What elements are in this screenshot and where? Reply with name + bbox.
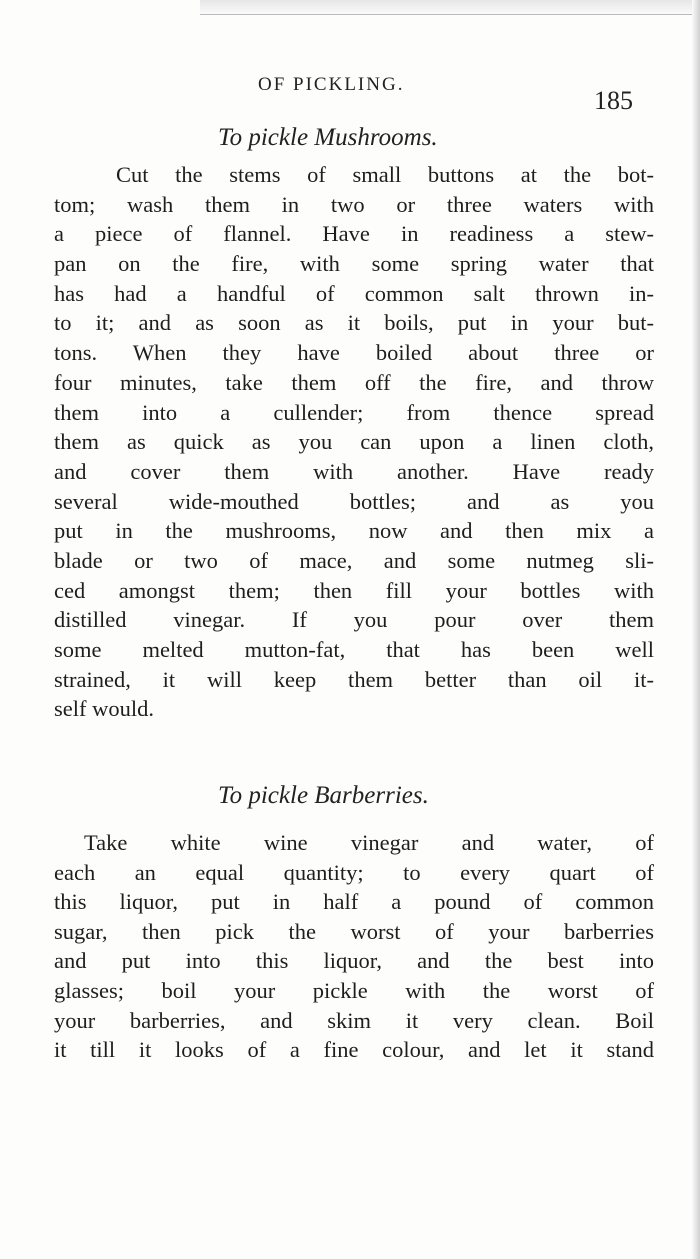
text-line: a piece of flannel. Have in readiness a stew-	[54, 221, 654, 247]
text-line: self would.	[54, 696, 154, 722]
text-line: Take white wine vinegar and water, of	[84, 830, 654, 855]
text-line: and put into this liquor, and the best into	[54, 948, 654, 974]
page-top-edge	[200, 0, 700, 15]
page-right-edge	[692, 0, 700, 1259]
text-line: put in the mushrooms, now and then mix a	[54, 518, 654, 544]
text-line: some melted mutton-fat, that has been well	[54, 637, 654, 662]
text-line: each an equal quantity; to every quart of	[54, 859, 654, 885]
section-title-mushrooms: To pickle Mushrooms.	[218, 124, 438, 151]
text-line: your barberries, and skim it very clean. Boil	[54, 1007, 654, 1033]
section-body-mushrooms	[54, 160, 654, 724]
text-line: several wide-mouthed bottles; and as you	[54, 488, 654, 514]
text-line: sugar, then pick the worst of your barberries	[54, 918, 654, 944]
text-line: this liquor, put in half a pound of common	[54, 889, 654, 915]
text-line: tons. When they have boiled about three or	[54, 340, 654, 366]
text-line: ced amongst them; then fill your bottles with	[54, 577, 654, 603]
text-line: Cut the stems of small buttons at the bot-	[116, 162, 654, 187]
text-line: them as quick as you can upon a linen cloth,	[54, 429, 654, 455]
text-line: glasses; boil your pickle with the worst of	[54, 977, 654, 1003]
text-line: distilled vinegar. If you pour over them	[54, 607, 654, 633]
text-line: has had a handful of common salt thrown in-	[54, 280, 654, 306]
page-number: 185	[594, 86, 633, 115]
text-line: blade or two of mace, and some nutmeg sli-	[54, 547, 654, 573]
text-line: strained, it will keep them better than oil it-	[54, 666, 654, 692]
text-line: it till it looks of a fine colour, and let it stand	[54, 1037, 654, 1063]
text-line: four minutes, take them off the fire, and throw	[54, 369, 654, 395]
text-line: them into a cullender; from thence spread	[54, 399, 654, 425]
section-title-barberries: To pickle Barberries.	[218, 782, 429, 809]
running-head: OF PICKLING.	[258, 74, 405, 95]
text-line: and cover them with another. Have ready	[54, 458, 654, 484]
section-body-barberries	[54, 828, 654, 1065]
text-line: to it; and as soon as it boils, put in your but-	[54, 310, 654, 336]
text-line: tom; wash them in two or three waters with	[54, 191, 654, 217]
text-line: pan on the fire, with some spring water that	[54, 251, 654, 277]
